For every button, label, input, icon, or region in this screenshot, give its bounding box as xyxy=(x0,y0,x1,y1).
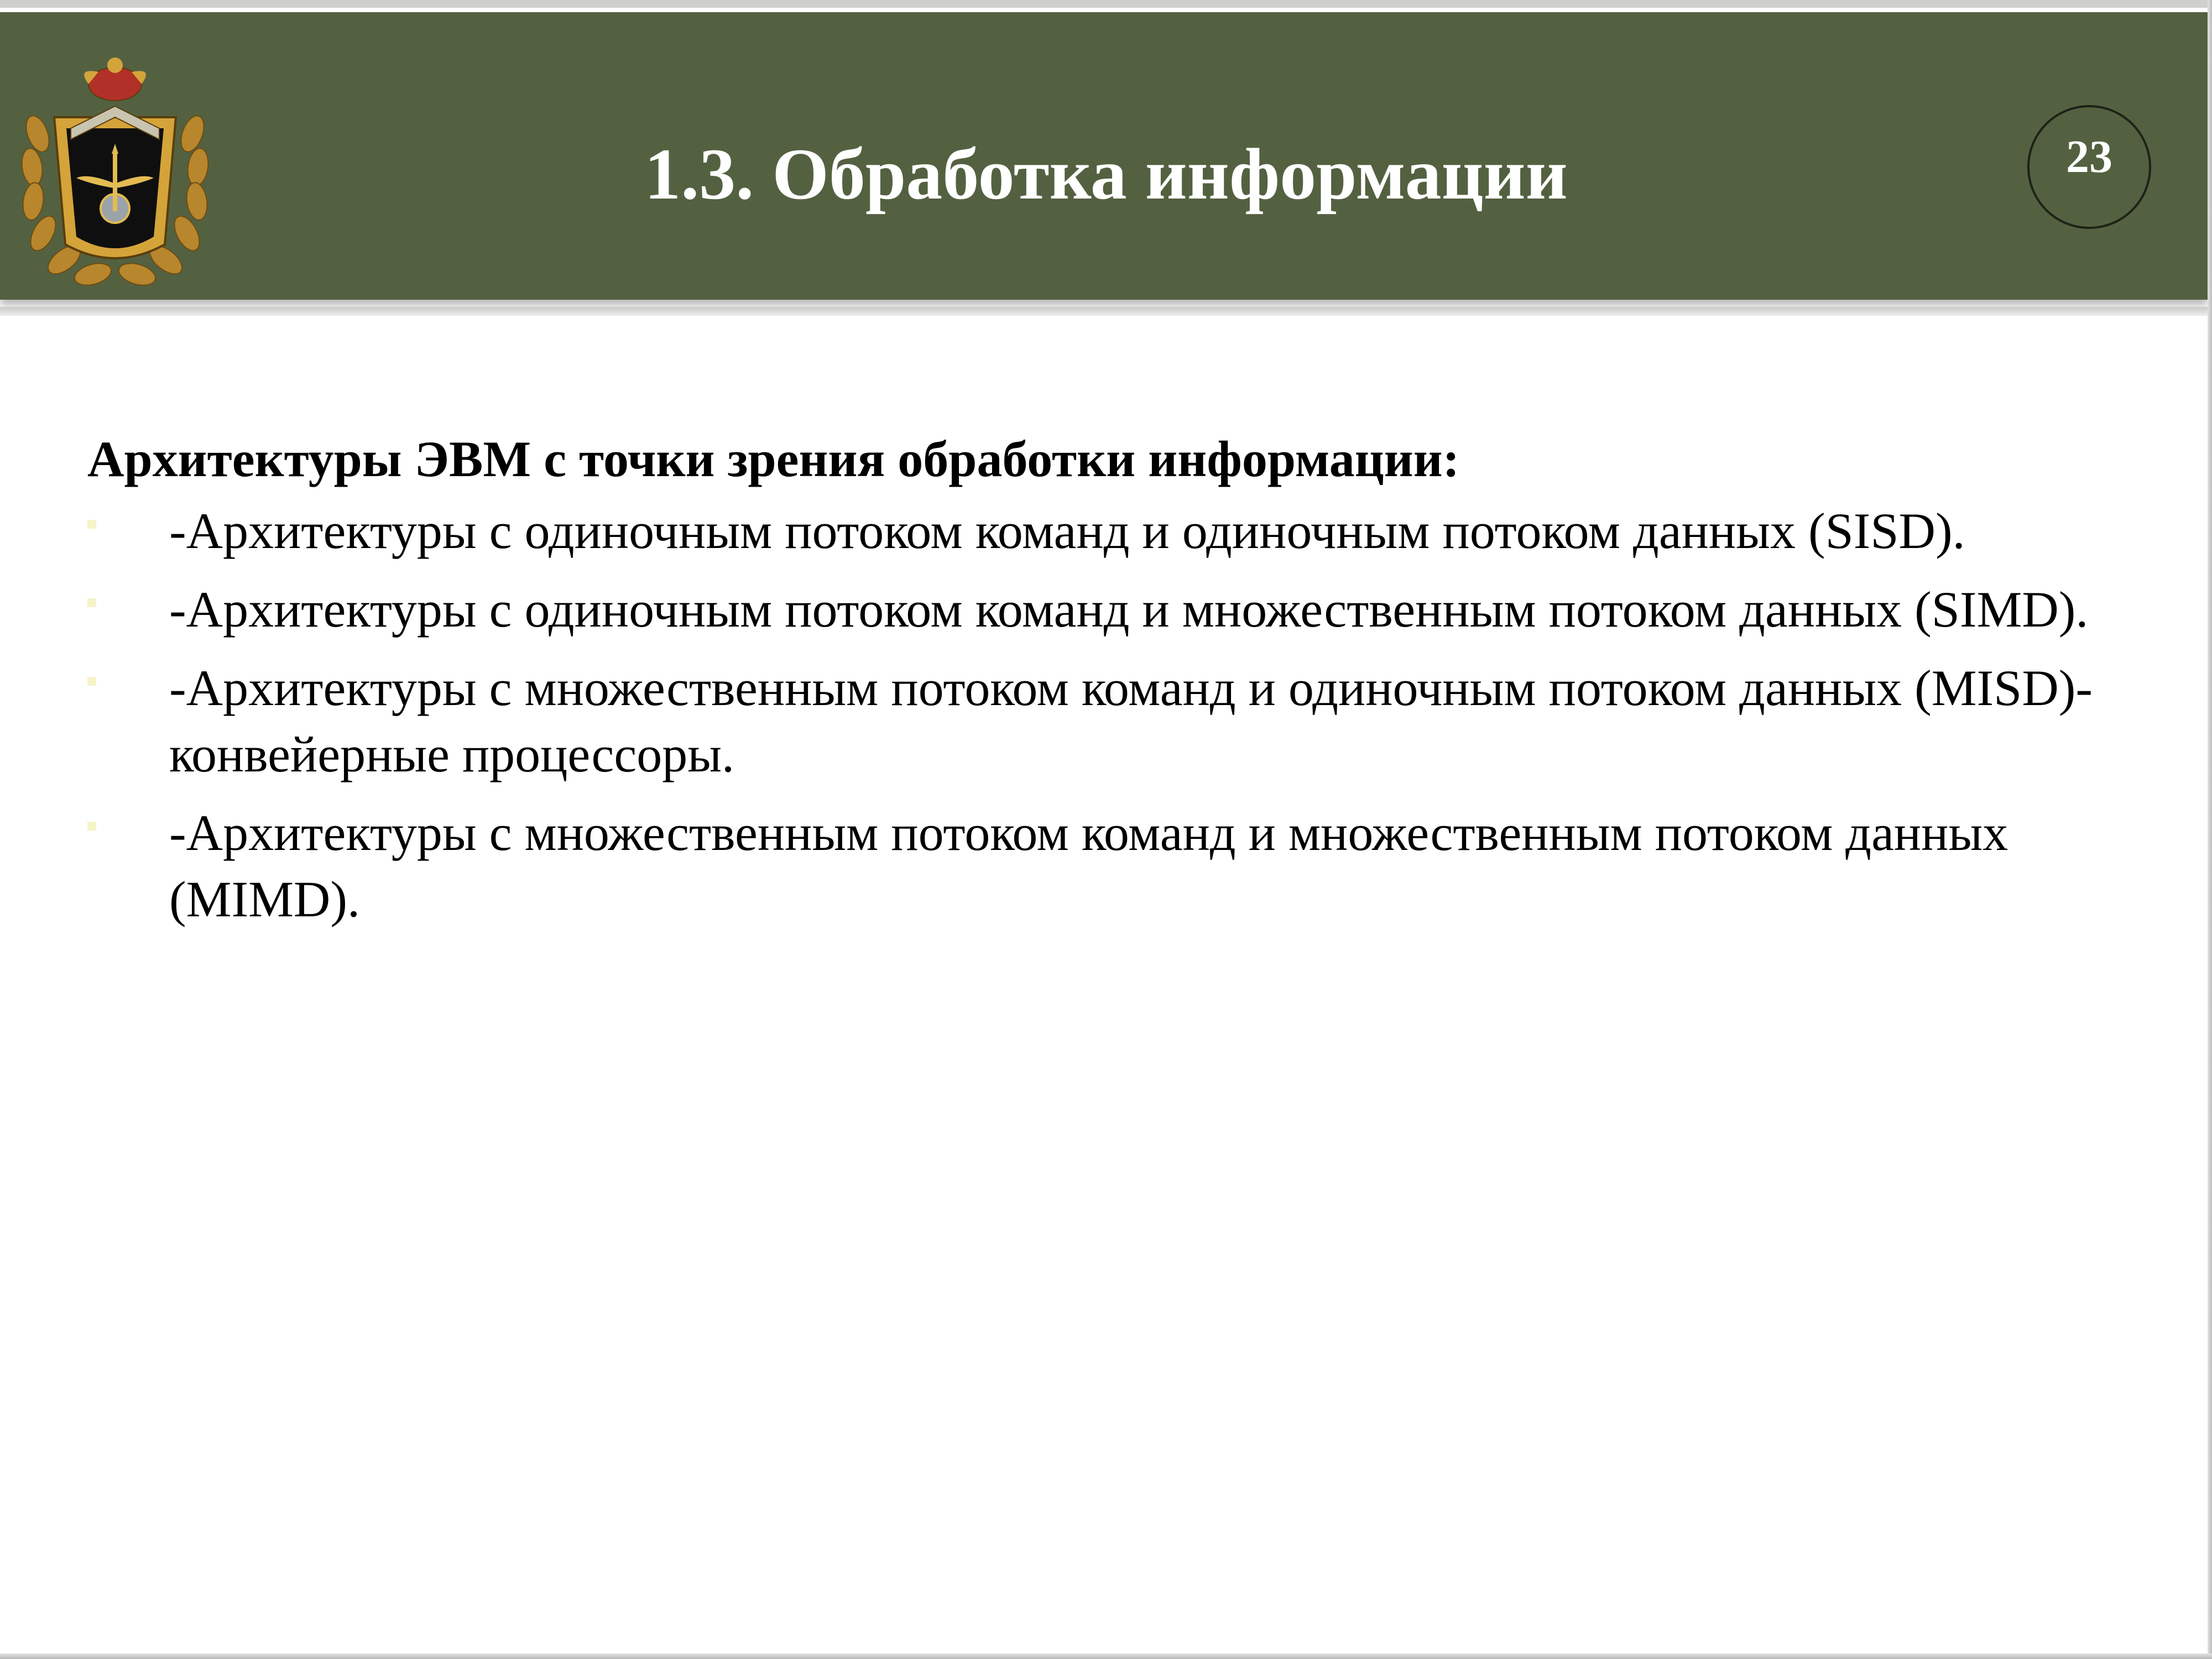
list-item xyxy=(87,498,2145,564)
bottom-border xyxy=(0,1653,2212,1659)
bullet-square-icon xyxy=(87,677,96,686)
right-border xyxy=(2208,0,2212,1659)
bullet-square-icon xyxy=(87,822,96,831)
page-number-badge xyxy=(2027,105,2151,229)
list-item xyxy=(87,655,2145,787)
bullet-square-icon xyxy=(87,520,96,529)
list-item-text: -Архитектуры с множественным потоком команд и одиночным потоком данных (MISD)- конвейерные процессоры. xyxy=(169,660,2093,782)
slide-body xyxy=(87,426,2145,945)
top-border-line xyxy=(0,0,2212,8)
slide-title: 1.3. Обработка информации xyxy=(644,133,1568,215)
list-item xyxy=(87,576,2145,643)
bullet-square-icon xyxy=(87,598,96,607)
header-divider xyxy=(0,307,2208,316)
body-heading: Архитектуры ЭВМ с точки зрения обработки информации: xyxy=(87,431,1460,487)
slide-header xyxy=(0,12,2208,300)
list-item xyxy=(87,800,2145,932)
list-item-text: -Архитектуры с одиночным потоком команд и множественным потоком данных (SIMD). xyxy=(169,581,2089,638)
bullet-list xyxy=(87,498,2145,932)
page-number: 23 xyxy=(2066,131,2112,182)
list-item-text: -Архитектуры с одиночным потоком команд и одиночным потоком данных (SISD). xyxy=(169,503,1965,559)
list-item-text: -Архитектуры с множественным потоком команд и множественным потоком данных (MIMD). xyxy=(169,805,2008,927)
